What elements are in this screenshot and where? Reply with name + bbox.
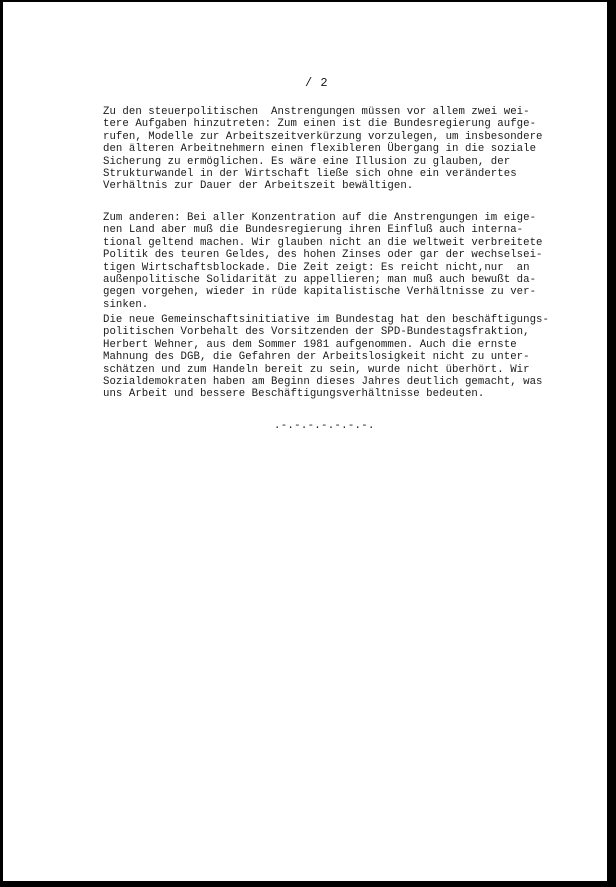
text-line: nen Land aber muß die Bundesregierung ihren Einfluß auch interna- <box>103 224 524 237</box>
text-line: Politik des teuren Geldes, des hohen Zinses oder gar der wechselsei- <box>103 249 543 262</box>
paragraph-tax-policy <box>103 106 581 193</box>
text-line: tere Aufgaben hinzutreten: Zum einen ist die Bundesregierung aufge- <box>103 118 537 131</box>
text-line: uns Arbeit und bessere Beschäftigungsverhältnisse bedeuten. <box>103 388 485 401</box>
page-number: / 2 <box>305 76 329 90</box>
text-line: politischen Vorbehalt des Vorsitzenden der SPD-Bundestagsfraktion, <box>103 326 530 339</box>
text-line: Herbert Wehner, aus dem Sommer 1981 aufgenommen. Auch die ernste <box>103 338 517 351</box>
text-line: Zu den steuerpolitischen Anstrengungen müssen vor allem zwei wei- <box>103 106 530 118</box>
paragraph-international <box>103 212 581 311</box>
text-line: schätzen und zum Handeln bereit zu sein, wurde nicht überhört. Wir <box>103 363 530 376</box>
text-line: sinken. <box>103 298 149 311</box>
text-line: Die neue Gemeinschaftsinitiative im Bundestag hat den beschäftigungs- <box>103 314 549 326</box>
text-line: tional geltend machen. Wir glauben nicht an die weltweit verbreitete <box>103 236 543 249</box>
text-line: Sozialdemokraten haben am Beginn dieses Jahres deutlich gemacht, was <box>103 376 543 389</box>
section-separator: .-.-.-.-.-.-.-. <box>274 420 375 432</box>
text-line: außenpolitische Solidarität zu appellieren; man muß auch bewußt da- <box>103 274 537 287</box>
scan-bottom-edge <box>0 881 616 887</box>
text-line: den älteren Arbeitnehmern einen flexibleren Übergang in die soziale <box>103 143 537 156</box>
text-line: Strukturwandel in der Wirtschaft ließe sich ohne ein verändertes <box>103 168 517 181</box>
paragraph-initiative <box>103 314 581 401</box>
text-line: rufen, Modelle zur Arbeitszeitverkürzung vorzulegen, um insbesondere <box>103 130 543 143</box>
text-line: Sicherung zu ermöglichen. Es wäre eine Illusion zu glauben, der <box>103 155 511 168</box>
scan-right-edge <box>607 0 616 887</box>
text-line: gegen vorgehen, wieder in rüde kapitalistische Verhältnisse zu ver- <box>103 286 537 299</box>
text-line: Verhältnis zur Dauer der Arbeitszeit bewältigen. <box>103 180 414 193</box>
text-line: Mahnung des DGB, die Gefahren der Arbeitslosigkeit nicht zu unter- <box>103 351 530 364</box>
text-line: tigen Wirtschaftsblockade. Die Zeit zeigt: Es reicht nicht,nur an <box>103 261 530 274</box>
text-line: Zum anderen: Bei aller Konzentration auf die Anstrengungen im eige- <box>103 212 537 224</box>
